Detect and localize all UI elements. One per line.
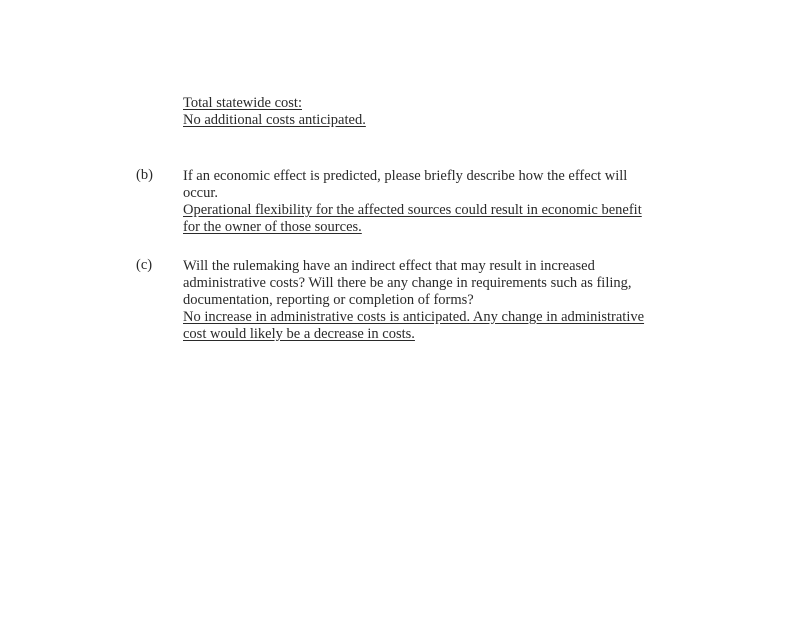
item-b-question-line: If an economic effect is predicted, please briefly describe how the effect will bbox=[183, 168, 628, 184]
cost-heading: Total statewide cost: bbox=[183, 95, 302, 111]
item-c-label: (c) bbox=[136, 257, 153, 273]
item-b-content bbox=[183, 168, 699, 236]
cost-answer: No additional costs anticipated. bbox=[183, 112, 366, 128]
item-c-question-line: administrative costs? Will there be any change in requirements such as filing, bbox=[183, 275, 632, 291]
item-b-answer-line: Operational flexibility for the affected sources could result in economic benefit bbox=[183, 202, 642, 218]
item-b-label: (b) bbox=[136, 167, 153, 183]
item-c-question-line: documentation, reporting or completion of forms? bbox=[183, 292, 474, 308]
item-c-answer-line: No increase in administrative costs is anticipated. Any change in administrative bbox=[183, 309, 645, 325]
item-c-answer-line: cost would likely be a decrease in costs. bbox=[183, 326, 415, 342]
item-b-answer-line: for the owner of those sources. bbox=[183, 219, 362, 235]
cost-section bbox=[183, 95, 699, 129]
item-c-question-line: Will the rulemaking have an indirect effect that may result in increased bbox=[183, 258, 595, 274]
item-c-content bbox=[183, 258, 699, 343]
item-b-question-line: occur. bbox=[183, 185, 219, 201]
